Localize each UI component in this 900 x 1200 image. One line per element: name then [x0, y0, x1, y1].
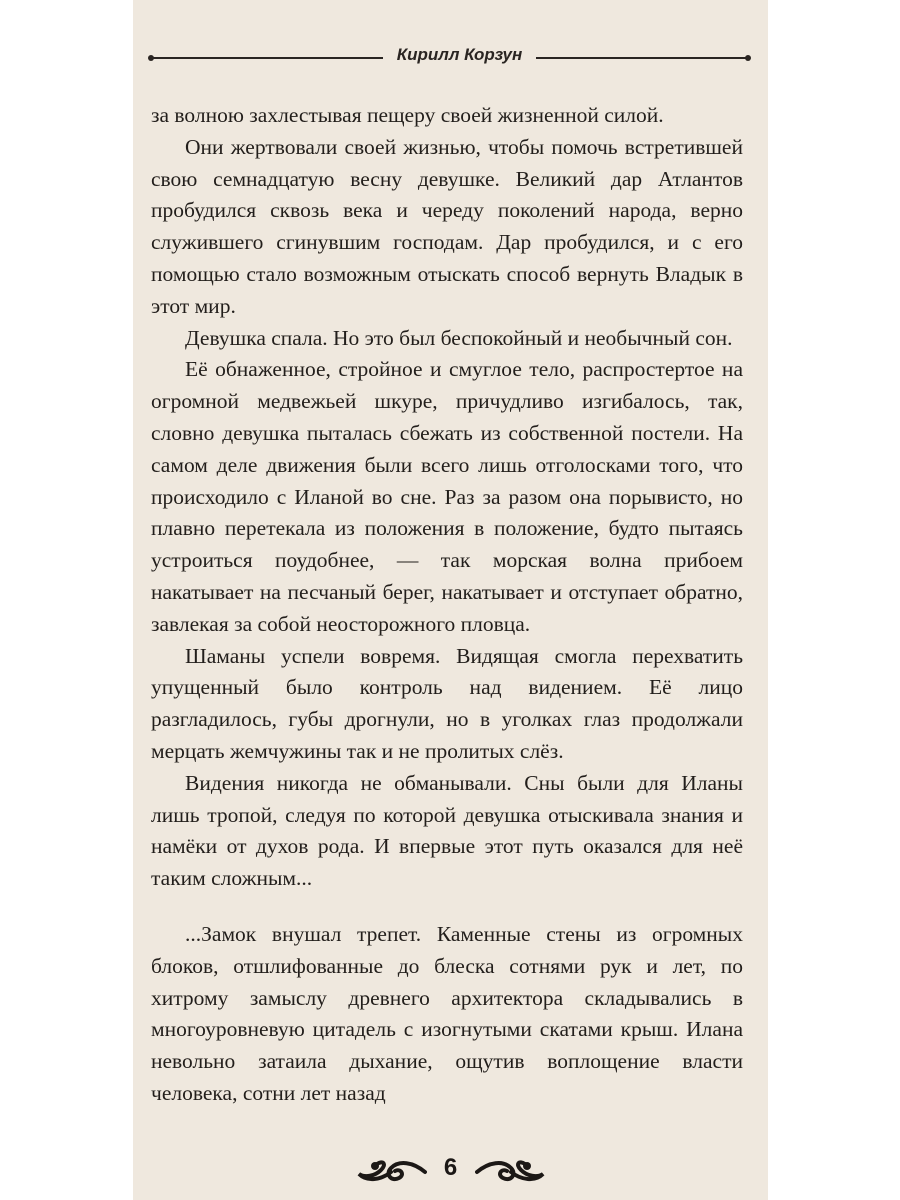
header-rule-left	[151, 57, 383, 59]
right-scroll-ornament-icon	[475, 1156, 547, 1186]
paragraph: Видения никогда не обманывали. Сны были для Иланы лишь тропой, следуя по которой девушка отыскивала знания и намёки от духов рода. И впервые этот путь оказался для неё таким сложным...	[151, 770, 743, 891]
paragraph: Шаманы успели вовремя. Видящая смогла перехватить упущенный было контроль над видением. Её лицо разгладилось, губы дрогнули, но в уголках глаз продолжали мерцать жемчужины так и не пролитых слёз.	[151, 643, 743, 763]
page-number: 6	[443, 1154, 458, 1181]
running-head-author: Кирилл Корзун	[396, 45, 523, 64]
paragraph: Девушка спала. Но это был беспокойный и необычный сон.	[185, 325, 733, 350]
book-page	[133, 0, 768, 1200]
body-text	[151, 100, 743, 1110]
paragraph: Её обнаженное, стройное и смуглое тело, распростертое на огромной медвежьей шкуре, причудливо изгибалось, так, словно девушка пыталась сбежать из собственной постели. На самом деле движения были всего лишь отголосками того, что происходило с Иланой во сне. Раз за разом она порывисто, но плавно перетекала из положения в положение, будто пытаясь устроиться поудобнее, — так морская волна прибоем накатывает на песчаный берег, накатывает и отступает обратно, завлекая за собой неосторожного пловца.	[151, 357, 743, 636]
paragraph: ...Замок внушал трепет. Каменные стены из огромных блоков, отшлифованные до блеска сотнями рук и лет, по хитрому замыслу древнего архитектора складывались в многоуровневую цитадель с изогнутыми скатами крыш. Илана невольно затаила дыхание, ощутив воплощение власти человека, сотни лет назад	[151, 921, 743, 1105]
page-footer	[133, 1150, 768, 1190]
header-ornament-dot-right	[745, 55, 751, 61]
left-scroll-ornament-icon	[355, 1156, 427, 1186]
paragraph: за волною захлестывая пещеру своей жизненной силой.	[151, 103, 664, 127]
paragraph: Они жертвовали своей жизнью, чтобы помочь встретившей свою семнадцатую весну девушке. Великий дар Атлантов пробудился сквозь века и череду поколений народа, верно служившего сгинувшим господам. Дар пробудился, и с его помощью стало возможным отыскать способ вернуть Владык в этот мир.	[151, 134, 743, 318]
page-header	[133, 40, 768, 76]
header-rule-right	[536, 57, 748, 59]
